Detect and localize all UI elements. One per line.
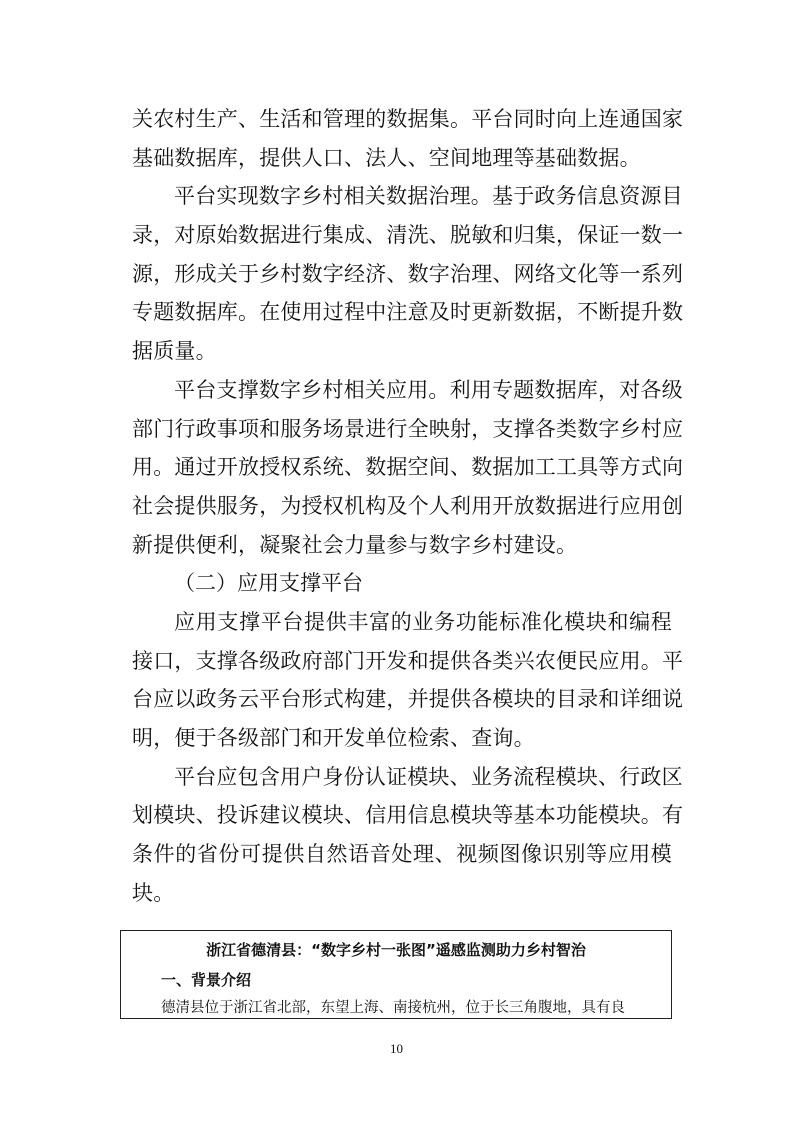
case-study-box xyxy=(120,930,672,1019)
paragraph-line: 新提供便利，凝聚社会力量参与数字乡村建设。 xyxy=(132,532,578,557)
case-study-text: 德清县位于浙江省北部，东望上海、南接杭州，位于长三角腹地，具有良 xyxy=(161,1000,625,1016)
paragraph-line: 用。通过开放授权系统、数据空间、数据加工工具等方式向 xyxy=(132,455,684,480)
paragraph-line: 部门行政事项和服务场景进行全映射，支撑各类数字乡村应 xyxy=(132,416,684,441)
paragraph-line: 基础数据库，提供人口、法人、空间地理等基础数据。 xyxy=(132,145,641,170)
paragraph-line: 据质量。 xyxy=(132,339,217,364)
case-study-title: 浙江省德清县：“数字乡村一张图”遥感监测助力乡村智治 xyxy=(206,941,586,959)
paragraph-line: 关农村生产、生活和管理的数据集。平台同时向上连通国家 xyxy=(132,107,684,131)
paragraph-line: 平台实现数字乡村相关数据治理。基于政务信息资源目 xyxy=(174,184,683,209)
paragraph-line: 条件的省份可提供自然语音处理、视频图像识别等应用模 xyxy=(132,842,672,867)
paragraph-line: 录，对原始数据进行集成、清洗、脱敏和归集，保证一数一 xyxy=(132,223,684,248)
paragraph-line: 社会提供服务，为授权机构及个人利用开放数据进行应用创 xyxy=(132,493,684,518)
paragraph-line: 台应以政务云平台形式构建，并提供各模块的目录和详细说 xyxy=(132,687,684,712)
paragraph-line: 专题数据库。在使用过程中注意及时更新数据，不断提升数 xyxy=(132,300,684,325)
section-heading: （二）应用支撑平台 xyxy=(174,571,363,596)
paragraph-line: 明，便于各级部门和开发单位检索、查询。 xyxy=(132,726,535,750)
case-study-subheading: 一、背景介绍 xyxy=(161,971,252,989)
paragraph-line: 平台支撑数字乡村相关应用。利用专题数据库，对各级 xyxy=(174,377,683,402)
paragraph-line: 应用支撑平台提供丰富的业务功能标准化模块和编程 xyxy=(174,609,672,634)
page-number: 10 xyxy=(390,1041,403,1056)
document-body xyxy=(132,100,684,912)
paragraph-line: 块。 xyxy=(132,880,175,905)
paragraph-line: 接口，支撑各级政府部门开发和提供各类兴农便民应用。平 xyxy=(132,648,684,673)
paragraph-line: 源，形成关于乡村数字经济、数字治理、网络文化等一系列 xyxy=(132,261,684,286)
paragraph-line: 平台应包含用户身份认证模块、业务流程模块、行政区 xyxy=(174,764,683,789)
paragraph-line: 划模块、投诉建议模块、信用信息模块等基本功能模块。有 xyxy=(132,803,684,828)
